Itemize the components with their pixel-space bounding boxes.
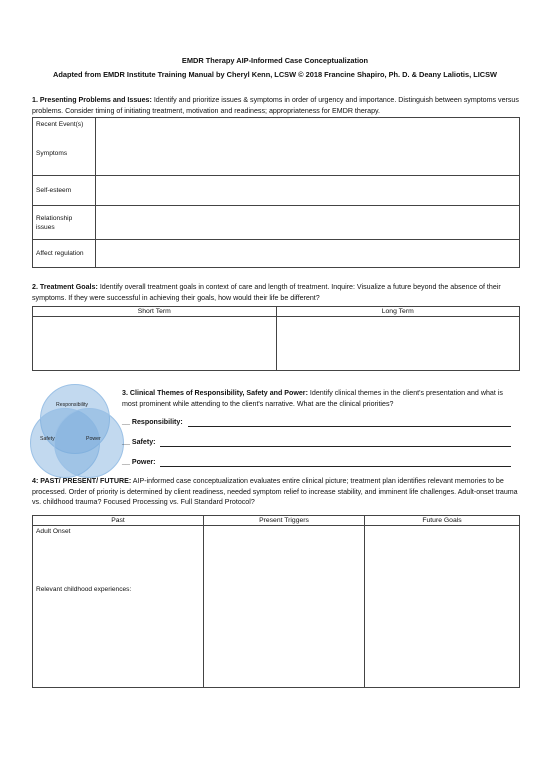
recent-events-label-cell	[33, 118, 96, 176]
relationship-issues-input[interactable]	[96, 206, 520, 240]
section1-intro	[32, 95, 520, 116]
present-triggers-cell[interactable]	[204, 526, 365, 688]
section2-text: Identify overall treatment goals in context of care and length of treatment. Inquire: Visualize a future beyond the absence of their symptoms. If they were successful in achieving their goals, how would their life be different?	[32, 283, 501, 302]
safety-field-label: __ Safety:	[122, 438, 156, 446]
past-header: Past	[33, 516, 204, 526]
section2-intro	[32, 282, 520, 303]
affect-regulation-input[interactable]	[96, 240, 520, 268]
table-row	[33, 526, 520, 688]
section3-text: Identify clinical themes in the client's presentation and what is most prominent while attending to the client's narrative. What are the clinical priorities?	[122, 389, 503, 408]
document-title: EMDR Therapy AIP-Informed Case Conceptualization	[181, 56, 369, 65]
presenting-problems-table	[32, 117, 520, 268]
section1-heading: 1. Presenting Problems and Issues:	[32, 96, 152, 104]
adult-onset-label: Adult Onset	[36, 528, 71, 535]
section2-heading: 2. Treatment Goals:	[32, 283, 98, 291]
table-row	[33, 317, 520, 371]
childhood-experiences-label: Relevant childhood experiences:	[36, 586, 132, 593]
table-header-row	[33, 516, 520, 526]
future-goals-header: Future Goals	[365, 516, 520, 526]
responsibility-field-line[interactable]	[188, 426, 511, 427]
past-cell[interactable]	[33, 526, 204, 688]
venn-label-responsibility: Responsibility	[56, 402, 89, 408]
table-header-row	[33, 307, 520, 317]
table-row	[33, 118, 520, 176]
power-field-line[interactable]	[160, 466, 511, 467]
venn-diagram	[32, 382, 132, 464]
section4-intro	[32, 476, 520, 508]
venn-label-safety: Safety	[40, 436, 55, 442]
responsibility-field-label: __ Responsibility:	[122, 418, 183, 426]
past-present-future-table	[32, 515, 520, 688]
safety-field-line[interactable]	[160, 446, 511, 447]
recent-events-input[interactable]	[96, 118, 520, 176]
short-term-input[interactable]	[33, 317, 277, 371]
venn-label-power: Power	[86, 436, 101, 442]
table-row	[33, 176, 520, 206]
section4-heading: 4: PAST/ PRESENT/ FUTURE:	[32, 477, 132, 485]
self-esteem-input[interactable]	[96, 176, 520, 206]
document-subtitle: Adapted from EMDR Institute Training Manual by Cheryl Kenn, LCSW © 2018 Francine Shapiro, Ph. D. & Deany Laliotis, LICSW	[52, 70, 497, 79]
self-esteem-label: Self-esteem	[33, 176, 96, 206]
long-term-input[interactable]	[276, 317, 520, 371]
section1-text: Identify and prioritize issues & symptoms in order of urgency and importance. Distinguish between symptoms versus problems. Consider timing of initiating treatment, motivation and readiness; appropriateness for EMDR therapy.	[32, 96, 519, 115]
table-row	[33, 240, 520, 268]
table-row	[33, 206, 520, 240]
venn-circle-power	[54, 408, 124, 478]
symptoms-label: Symptoms	[36, 150, 68, 157]
future-goals-cell[interactable]	[365, 526, 520, 688]
treatment-goals-table	[32, 306, 520, 371]
long-term-header: Long Term	[276, 307, 520, 317]
affect-regulation-label: Affect regulation	[33, 240, 96, 268]
relationship-issues-label: Relationship issues	[33, 206, 96, 240]
present-triggers-header: Present Triggers	[204, 516, 365, 526]
short-term-header: Short Term	[33, 307, 277, 317]
power-field-label: __ Power:	[122, 458, 156, 466]
section3-intro	[122, 388, 518, 409]
recent-events-label: Recent Event(s)	[36, 121, 84, 128]
section4-text: AIP-informed case conceptualization evaluates entire clinical picture; treatment plan identifies relevant memories to be processed. Order of priority is determined by client readiness, needed symptom relief to increase stability, and imminent life challenges. Adult-onset trauma vs. childhood trauma? Focused Processing vs. Full Standard Protocol?	[32, 477, 518, 506]
section3-heading: 3. Clinical Themes of Responsibility, Safety and Power:	[122, 389, 308, 397]
